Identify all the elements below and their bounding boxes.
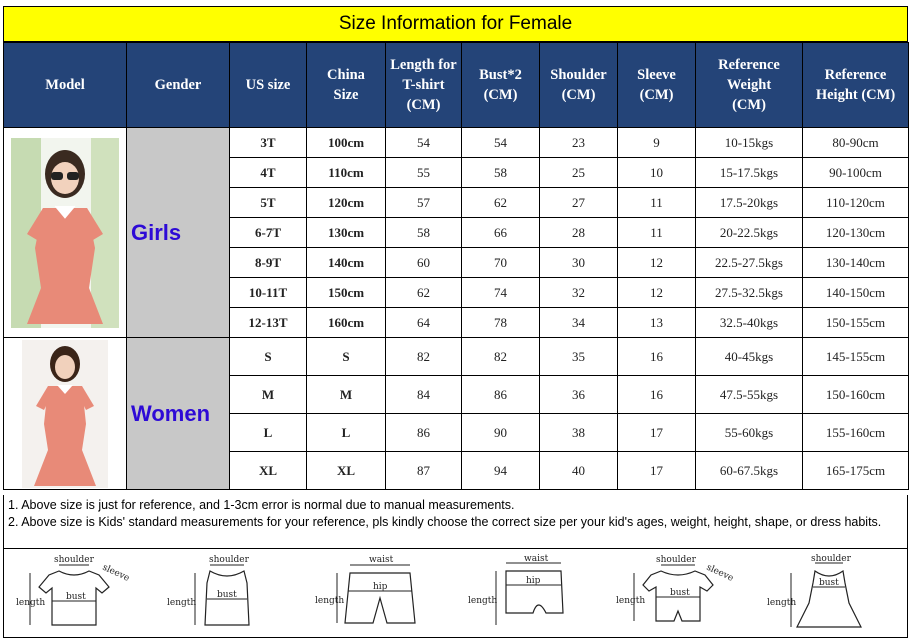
header-us-size: US size [230, 43, 307, 128]
cell-weight: 22.5-27.5kgs [696, 248, 803, 278]
cell-shoulder: 27 [540, 188, 618, 218]
cell-china-size: 100cm [307, 128, 386, 158]
cell-china-size: L [307, 414, 386, 452]
cell-length: 86 [386, 414, 462, 452]
cell-us-size: XL [230, 452, 307, 490]
briefs-diagram [466, 553, 596, 633]
cell-shoulder: 23 [540, 128, 618, 158]
svg-text:bust: bust [818, 578, 839, 588]
cell-china-size: XL [307, 452, 386, 490]
cell-sleeve: 17 [618, 452, 696, 490]
cell-china-size: M [307, 376, 386, 414]
cell-weight: 60-67.5kgs [696, 452, 803, 490]
table-row [4, 338, 909, 376]
cell-weight: 32.5-40kgs [696, 308, 803, 338]
cell-sleeve: 12 [618, 278, 696, 308]
cell-weight: 27.5-32.5kgs [696, 278, 803, 308]
cell-us-size: S [230, 338, 307, 376]
cell-height: 80-90cm [803, 128, 909, 158]
cell-length: 57 [386, 188, 462, 218]
cell-length: 87 [386, 452, 462, 490]
cell-length: 54 [386, 128, 462, 158]
cell-length: 60 [386, 248, 462, 278]
header-bust: Bust*2 (CM) [462, 43, 540, 128]
cell-shoulder: 35 [540, 338, 618, 376]
cell-us-size: L [230, 414, 307, 452]
cell-height: 145-155cm [803, 338, 909, 376]
header-height: Reference Height (CM) [803, 43, 909, 128]
cell-china-size: 150cm [307, 278, 386, 308]
cell-weight: 55-60kgs [696, 414, 803, 452]
gender-label: Women [131, 400, 211, 426]
svg-text:shoulder: shoulder [208, 555, 249, 565]
cell-shoulder: 28 [540, 218, 618, 248]
cell-weight: 20-22.5kgs [696, 218, 803, 248]
shorts-diagram [315, 553, 445, 633]
size-table [3, 42, 909, 490]
svg-text:sleeve: sleeve [704, 562, 736, 584]
header-shoulder: Shoulder (CM) [540, 43, 618, 128]
cell-length: 62 [386, 278, 462, 308]
cell-us-size: 10-11T [230, 278, 307, 308]
cell-shoulder: 38 [540, 414, 618, 452]
svg-text:shoulder: shoulder [810, 554, 851, 564]
cell-bust: 66 [462, 218, 540, 248]
cell-china-size: 130cm [307, 218, 386, 248]
table-row [4, 128, 909, 158]
cell-shoulder: 34 [540, 308, 618, 338]
cell-height: 120-130cm [803, 218, 909, 248]
svg-text:length: length [315, 596, 345, 606]
cell-weight: 17.5-20kgs [696, 188, 803, 218]
measurement-diagrams [3, 549, 908, 638]
cell-china-size: 160cm [307, 308, 386, 338]
woman-model-photo [4, 338, 127, 490]
cell-us-size: 4T [230, 158, 307, 188]
svg-text:length: length [766, 598, 796, 608]
chart-title: Size Information for Female [3, 6, 908, 42]
cell-sleeve: 12 [618, 248, 696, 278]
cell-bust: 82 [462, 338, 540, 376]
cell-bust: 74 [462, 278, 540, 308]
girl-model-photo [4, 128, 127, 338]
cell-length: 58 [386, 218, 462, 248]
cell-bust: 86 [462, 376, 540, 414]
header-gender: Gender [127, 43, 230, 128]
cell-china-size: S [307, 338, 386, 376]
svg-text:sleeve: sleeve [100, 562, 132, 584]
tank-diagram [165, 553, 295, 633]
notes [3, 495, 908, 549]
header-weight: Reference Weight (CM) [696, 43, 803, 128]
svg-text:length: length [166, 598, 196, 608]
svg-text:bust: bust [66, 592, 87, 602]
cell-shoulder: 25 [540, 158, 618, 188]
svg-text:length: length [467, 596, 497, 606]
cell-weight: 10-15kgs [696, 128, 803, 158]
cell-bust: 78 [462, 308, 540, 338]
svg-text:bust: bust [216, 590, 237, 600]
gender-cell [127, 128, 230, 338]
svg-text:waist: waist [523, 554, 548, 564]
cell-length: 84 [386, 376, 462, 414]
header-china-size: China Size [307, 43, 386, 128]
svg-text:hip: hip [373, 582, 388, 592]
cell-bust: 90 [462, 414, 540, 452]
cell-weight: 47.5-55kgs [696, 376, 803, 414]
cell-height: 130-140cm [803, 248, 909, 278]
cell-height: 165-175cm [803, 452, 909, 490]
cell-height: 150-155cm [803, 308, 909, 338]
cell-us-size: 3T [230, 128, 307, 158]
cell-us-size: 5T [230, 188, 307, 218]
header-length: Length for T-shirt (CM) [386, 43, 462, 128]
size-chart [3, 6, 908, 638]
gender-cell [127, 338, 230, 490]
cell-bust: 94 [462, 452, 540, 490]
cell-weight: 40-45kgs [696, 338, 803, 376]
cell-bust: 62 [462, 188, 540, 218]
cell-length: 55 [386, 158, 462, 188]
svg-text:shoulder: shoulder [54, 555, 95, 565]
note-2: 2. Above size is Kids' standard measurements for your reference, pls kindly choose the correct size per your kid's ages, weight, height, shape, or dress habits. [8, 515, 882, 529]
cell-us-size: M [230, 376, 307, 414]
dress-diagram [767, 553, 897, 633]
svg-text:length: length [16, 598, 46, 608]
cell-height: 140-150cm [803, 278, 909, 308]
note-1: 1. Above size is just for reference, and 1-3cm error is normal due to manual measurements. [8, 498, 515, 512]
cell-china-size: 140cm [307, 248, 386, 278]
cell-sleeve: 16 [618, 376, 696, 414]
header-row [4, 43, 909, 128]
cell-us-size: 6-7T [230, 218, 307, 248]
cell-china-size: 110cm [307, 158, 386, 188]
cell-height: 110-120cm [803, 188, 909, 218]
svg-text:waist: waist [369, 555, 394, 565]
svg-text:hip: hip [525, 576, 541, 586]
cell-sleeve: 9 [618, 128, 696, 158]
romper-diagram [616, 553, 746, 633]
gender-label: Girls [131, 219, 182, 245]
cell-sleeve: 11 [618, 218, 696, 248]
svg-text:shoulder: shoulder [656, 555, 697, 565]
cell-shoulder: 30 [540, 248, 618, 278]
cell-length: 64 [386, 308, 462, 338]
cell-us-size: 8-9T [230, 248, 307, 278]
header-model: Model [4, 43, 127, 128]
cell-china-size: 120cm [307, 188, 386, 218]
cell-sleeve: 13 [618, 308, 696, 338]
cell-sleeve: 17 [618, 414, 696, 452]
cell-bust: 54 [462, 128, 540, 158]
cell-shoulder: 36 [540, 376, 618, 414]
cell-weight: 15-17.5kgs [696, 158, 803, 188]
svg-text:length: length [616, 596, 646, 606]
cell-length: 82 [386, 338, 462, 376]
cell-height: 90-100cm [803, 158, 909, 188]
header-sleeve: Sleeve (CM) [618, 43, 696, 128]
cell-sleeve: 10 [618, 158, 696, 188]
cell-height: 150-160cm [803, 376, 909, 414]
cell-height: 155-160cm [803, 414, 909, 452]
cell-bust: 58 [462, 158, 540, 188]
tshirt-diagram [14, 553, 144, 633]
svg-text:bust: bust [670, 588, 691, 598]
cell-sleeve: 11 [618, 188, 696, 218]
cell-shoulder: 40 [540, 452, 618, 490]
cell-us-size: 12-13T [230, 308, 307, 338]
cell-bust: 70 [462, 248, 540, 278]
cell-sleeve: 16 [618, 338, 696, 376]
cell-shoulder: 32 [540, 278, 618, 308]
